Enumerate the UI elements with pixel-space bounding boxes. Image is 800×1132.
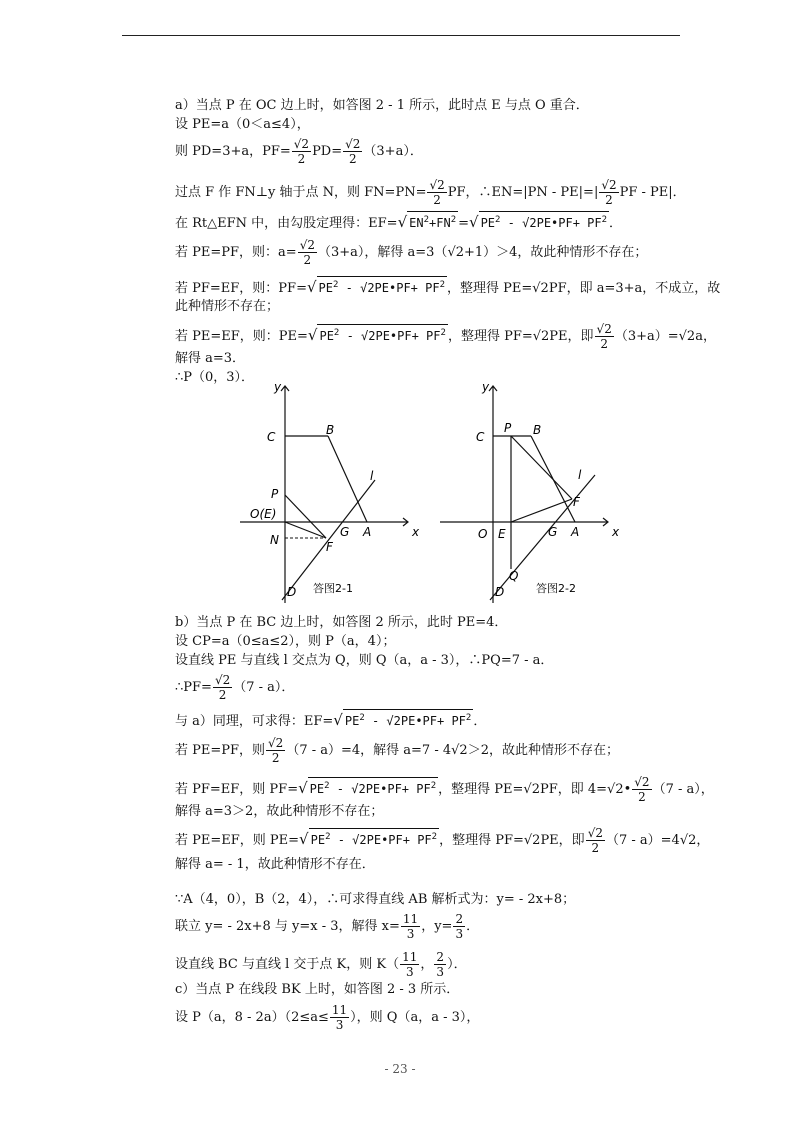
text: ）． <box>447 957 467 972</box>
text: ），则 Q（a，a - 3）， <box>350 1010 480 1025</box>
line-n5 <box>175 1003 479 1032</box>
denominator: 2 <box>433 193 441 207</box>
denominator: 2 <box>271 751 280 765</box>
line-a10: 解得 a=3． <box>175 351 246 366</box>
text: - <box>338 281 361 295</box>
text: 与 a）同理，可求得：EF= <box>175 714 334 729</box>
label-D: D <box>287 585 297 599</box>
text: PF - PE|． <box>619 185 686 200</box>
text: ， <box>696 833 710 848</box>
text: PE•PF+ PF <box>536 216 602 230</box>
label-N: N <box>270 533 279 547</box>
numerator: √2 <box>634 775 650 789</box>
radical-sign: √ <box>469 213 479 231</box>
fraction <box>298 238 317 267</box>
text: √2 <box>679 833 697 848</box>
text: PE•PF+ PF <box>374 281 440 295</box>
numerator: 2 <box>455 912 464 926</box>
text: ＞2，故此种情形不存在； <box>467 743 619 758</box>
text: PE•PF+ PF <box>375 329 441 343</box>
denominator: 3 <box>455 927 464 941</box>
denominator: 2 <box>303 253 312 267</box>
denominator: 2 <box>638 790 646 804</box>
text: PF，∴EN=|PN - PE|=| <box>447 185 599 200</box>
label-OE: O(E) <box>250 507 277 521</box>
text: PF，即 4= <box>539 782 608 797</box>
label-l: l <box>578 468 582 482</box>
text: PE，即 <box>549 329 594 344</box>
numerator: √2 <box>601 178 617 192</box>
line-a1: a）当点 P 在 OC 边上时，如答图 2 - 1 所示，此时点 E 与点 O 重合． <box>175 98 589 113</box>
text: （7 - a）=4 <box>605 833 680 848</box>
text: 若 PF=EF，则 PF= <box>175 782 299 797</box>
exponent: 2 <box>359 713 365 723</box>
text: √2 <box>607 782 624 797</box>
label-P: P <box>504 421 512 435</box>
text: PE <box>480 216 496 230</box>
text: +1）＞4，故此种情形不存在； <box>464 245 648 260</box>
denominator: 2 <box>297 152 306 166</box>
line-a5 <box>175 211 622 232</box>
segment-PF <box>285 495 326 538</box>
label-y: y <box>274 380 282 394</box>
text: （7 - a）， <box>652 782 714 797</box>
radicand <box>308 777 438 798</box>
label-D: D <box>495 585 505 599</box>
line-b4 <box>175 673 294 702</box>
exponent: 2 <box>333 328 340 338</box>
fraction <box>453 912 465 941</box>
line-a6 <box>175 238 647 267</box>
fraction <box>330 1003 349 1032</box>
text: = <box>458 216 470 231</box>
fraction <box>400 950 419 979</box>
line-b2: 设 CP=a（0≤a≤2），则 P（a，4）； <box>175 634 396 649</box>
text: • <box>623 782 632 797</box>
text: √2 <box>523 782 540 797</box>
text: +FN <box>429 216 451 230</box>
radicand <box>309 828 439 849</box>
text: √2 <box>386 714 401 728</box>
exponent: 2 <box>440 328 446 338</box>
exponent: 2 <box>324 781 330 791</box>
exponent: 2 <box>431 832 438 842</box>
line-b7 <box>175 775 714 804</box>
line-n1: ∵A（4，0），B（2，4），∴可求得直线 AB 解析式为：y= - 2x+8； <box>175 892 576 907</box>
line-a7 <box>175 276 720 297</box>
radical-sign: √ <box>307 326 318 344</box>
radical-sign: √ <box>333 711 343 729</box>
fraction <box>632 775 651 804</box>
segment-EF <box>511 499 572 522</box>
text: PE，即 <box>540 833 585 848</box>
label-C: C <box>476 430 485 444</box>
fraction <box>401 912 420 941</box>
text: PE•PF+ PF <box>400 714 466 728</box>
line-a3 <box>175 137 423 166</box>
label-A: A <box>363 525 372 539</box>
text: 在 Rt△EFN 中，由勾股定理得：EF= <box>175 216 398 231</box>
text: √2 <box>360 281 375 295</box>
fraction <box>595 322 614 351</box>
label-O: O <box>478 527 488 541</box>
text: 设 P（a，8 - 2a）（2≤a≤ <box>175 1010 329 1025</box>
denominator: 2 <box>591 841 600 855</box>
exponent: 2 <box>601 215 608 225</box>
numerator: 11 <box>402 950 418 964</box>
numerator: √2 <box>268 736 284 750</box>
line-b9 <box>175 826 709 855</box>
text: - <box>330 833 353 847</box>
label-A: A <box>571 525 580 539</box>
text: 联立 y= - 2x+8 与 y=x - 3，解得 x= <box>175 919 400 934</box>
line-a11: ∴P（0，3）． <box>175 370 255 385</box>
denominator: 3 <box>436 965 445 979</box>
numerator: √2 <box>293 137 310 151</box>
numerator: √2 <box>299 238 315 252</box>
text: √2 <box>352 833 367 847</box>
text: （7 - a）=4，解得 a=7 - 4 <box>286 743 452 758</box>
denominator: 3 <box>406 927 415 941</box>
text: PE•PF+ PF <box>366 833 432 847</box>
text: a， <box>695 329 716 344</box>
text: ∴PF= <box>175 680 212 695</box>
figure-2-1 <box>240 378 430 610</box>
text: √2 <box>678 329 696 344</box>
line-b6 <box>175 736 619 765</box>
line-b3: 设直线 PE 与直线 l 交点为 Q，则 Q（a，a - 3），∴PQ=7 - a． <box>175 653 554 668</box>
label-G: G <box>548 525 558 539</box>
denominator: 2 <box>605 193 613 207</box>
fraction <box>434 950 446 979</box>
label-F: F <box>573 495 580 509</box>
text: ， <box>420 957 434 972</box>
fraction <box>427 178 446 207</box>
numerator: √2 <box>345 137 361 151</box>
text: √2 <box>532 281 549 296</box>
numerator: √2 <box>587 826 603 840</box>
text: 若 PF=EF，则：PF= <box>175 281 307 296</box>
text: （7 - a）． <box>233 680 295 695</box>
label-E: E <box>498 527 506 541</box>
header-rule <box>122 35 680 36</box>
exponent: 2 <box>495 215 501 225</box>
radicand <box>343 709 473 730</box>
figure-2-2 <box>440 378 630 610</box>
text: 设直线 BC 与直线 l 交于点 K，则 K（ <box>175 957 400 972</box>
text: PE <box>318 281 333 295</box>
denominator: 3 <box>335 1018 344 1032</box>
text: - <box>364 714 387 728</box>
numerator: 11 <box>331 1003 348 1017</box>
label-B: B <box>533 423 542 437</box>
text: - <box>329 782 352 796</box>
radical-sign: √ <box>299 830 309 848</box>
text: - <box>339 329 362 343</box>
text: √2 <box>451 743 468 758</box>
text: ． <box>609 216 623 231</box>
text: ，整理得 PE= <box>447 281 533 296</box>
line-n2 <box>175 912 479 941</box>
text: 若 PE=EF，则 PE= <box>175 833 300 848</box>
denominator: 3 <box>405 965 414 979</box>
figure-2-1-svg <box>240 378 430 606</box>
exponent: 2 <box>465 713 472 723</box>
text: 若 PE=PF，则 <box>175 743 266 758</box>
fraction <box>292 137 311 166</box>
exponent: 2 <box>450 215 457 225</box>
segment-BA <box>328 436 367 522</box>
text: √2 <box>351 782 366 796</box>
radical-sign: √ <box>306 278 317 296</box>
line-b1: b）当点 P 在 BC 边上时，如答图 2 所示，此时 PE=4． <box>175 615 508 630</box>
line-b5 <box>175 709 486 730</box>
radical-sign: √ <box>397 213 408 231</box>
text: PD= <box>312 144 343 159</box>
radicand <box>317 324 447 345</box>
line-a8: 此种情形不存在； <box>175 299 280 314</box>
line-a9 <box>175 322 716 351</box>
fraction <box>599 178 618 207</box>
text: ，整理得 PF= <box>447 329 533 344</box>
text: 过点 F 作 FN⊥y 轴于点 N，则 FN=PN= <box>175 185 427 200</box>
text: PF，即 a=3+a，不成立，故 <box>548 281 721 296</box>
line-b8: 解得 a=3＞2，故此种情形不存在； <box>175 804 384 819</box>
numerator: √2 <box>214 673 231 687</box>
line-a2: 设 PE=a（0＜a≤4）， <box>175 117 310 132</box>
denominator: 2 <box>218 688 227 702</box>
text: 若 PE=PF，则：a= <box>175 245 297 260</box>
numerator: 11 <box>402 912 419 926</box>
text: PE <box>319 329 334 343</box>
figure-2-2-svg <box>440 378 630 606</box>
label-y: y <box>482 380 490 394</box>
line-n4: c）当点 P 在线段 BK 上时，如答图 2 - 3 所示． <box>175 982 460 997</box>
text: √2 <box>532 329 550 344</box>
text: PE <box>309 782 325 796</box>
text: √2 <box>522 216 537 230</box>
text: ． <box>473 714 487 729</box>
label-F: F <box>326 540 333 554</box>
text: 则 PD=3+a，PF= <box>175 144 291 159</box>
exponent: 2 <box>423 215 429 225</box>
line-n3 <box>175 950 467 979</box>
label-x: x <box>612 525 620 539</box>
radicand <box>317 276 447 297</box>
text: PE <box>310 833 326 847</box>
text: ，整理得 PF= <box>439 833 524 848</box>
line-a4 <box>175 178 686 207</box>
text: √2 <box>447 245 464 260</box>
label-C: C <box>267 430 276 444</box>
caption-2-2: 答图2-2 <box>536 582 576 595</box>
page-number: - 23 - <box>384 1062 416 1076</box>
label-l: l <box>370 469 374 483</box>
line-b10: 解得 a= - 1，故此种情形不存在． <box>175 857 375 872</box>
text: （3+a），解得 a=3（ <box>317 245 448 260</box>
text: √2 <box>361 329 376 343</box>
text: 若 PE=EF，则：PE= <box>175 329 308 344</box>
text: ． <box>466 919 480 934</box>
fraction <box>343 137 362 166</box>
text: PE <box>344 714 360 728</box>
exponent: 2 <box>325 832 331 842</box>
exponent: 2 <box>430 781 437 791</box>
denominator: 2 <box>600 337 608 351</box>
segment-PF <box>511 436 572 499</box>
radical-sign: √ <box>298 779 308 797</box>
radicand <box>407 211 458 232</box>
text: （3+a）= <box>614 329 679 344</box>
numerator: 2 <box>436 950 445 964</box>
exponent: 2 <box>332 280 339 290</box>
text: √2 <box>523 833 541 848</box>
fraction <box>213 673 232 702</box>
text: （3+a）． <box>363 144 423 159</box>
text: - <box>500 216 523 230</box>
exponent: 2 <box>439 280 445 290</box>
label-B: B <box>326 423 335 437</box>
fraction <box>586 826 605 855</box>
label-Q: Q <box>509 569 519 583</box>
numerator: √2 <box>596 322 612 336</box>
label-P: P <box>271 487 279 501</box>
fraction <box>266 736 285 765</box>
label-x: x <box>412 525 420 539</box>
text: PE•PF+ PF <box>365 782 431 796</box>
radicand <box>479 211 609 232</box>
numerator: √2 <box>429 178 445 192</box>
denominator: 2 <box>348 152 357 166</box>
caption-2-1: 答图2-1 <box>313 582 353 595</box>
segment-EF <box>285 522 326 538</box>
label-G: G <box>340 525 350 539</box>
text: ，y= <box>421 919 453 934</box>
text: EN <box>409 216 424 230</box>
text: ，整理得 PE= <box>438 782 524 797</box>
